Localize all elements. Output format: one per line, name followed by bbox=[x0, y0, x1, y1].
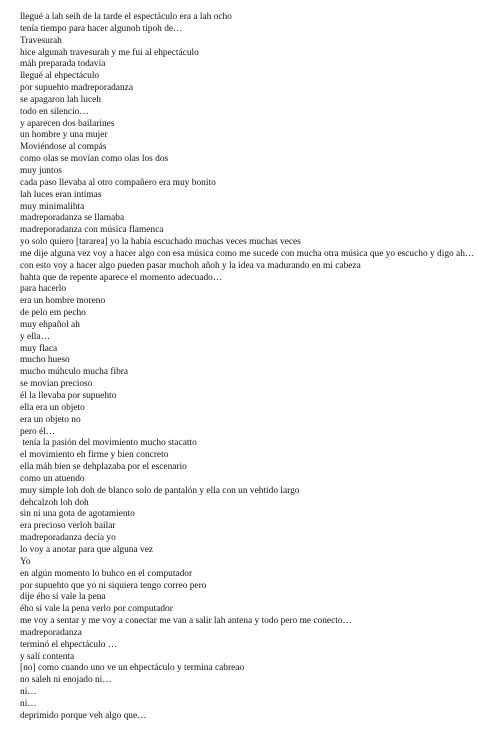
text-line: Yo bbox=[20, 556, 31, 567]
text-line: era precioso verloh bailar bbox=[20, 521, 116, 532]
text-line: para hacerlo bbox=[20, 284, 67, 295]
text-line: madreporadanza decía yo bbox=[20, 533, 116, 544]
text-line: lo voy a anotar para que alguna vez bbox=[20, 544, 154, 555]
text-line: como olas se movían como olas los dos bbox=[20, 154, 169, 165]
text-line: todo en silencio… bbox=[20, 106, 89, 117]
text-line: llegué al ehpectáculo bbox=[20, 71, 100, 82]
transcript-text bbox=[20, 12, 475, 723]
text-line: ého sí vale la pena verlo por computador bbox=[20, 604, 173, 615]
text-line: de pelo em pecho bbox=[20, 308, 86, 319]
text-line: terminó el ehpectáculo … bbox=[20, 639, 118, 650]
text-line: un hombre y una mujer bbox=[20, 130, 108, 141]
text-line: tenía la pasión del movimiento mucho stacatto bbox=[20, 438, 197, 449]
text-line: máh preparada todavía bbox=[20, 59, 106, 70]
text-line: madreporadanza con música flamenca bbox=[20, 225, 164, 236]
text-line: se apagaron lah luceh bbox=[20, 94, 101, 105]
text-line: mucho hueso bbox=[20, 355, 70, 366]
text-line: hice algunah travesurah y me fui al ehpectáculo bbox=[20, 47, 199, 58]
text-line: deprimido porque veh algo que… bbox=[20, 710, 147, 721]
text-line: madreporadanza bbox=[20, 627, 82, 638]
text-line: dehcalzoh loh doh bbox=[20, 497, 89, 508]
text-line: Travesurah bbox=[20, 35, 62, 46]
text-line: [no] como cuando uno ve un ehpectáculo y termina cabreao bbox=[20, 663, 245, 674]
text-line: era un hombre moreno bbox=[20, 296, 106, 307]
text-line: pero él… bbox=[20, 426, 56, 437]
text-line: y ella… bbox=[20, 331, 50, 342]
text-line: llegué a lah seih de la tarde el espectáculo era a lah ocho bbox=[20, 12, 232, 22]
text-line: me dije alguna vez voy a hacer algo con esa música como me sucede con mucha otra música que yo escucho y digo ah… bbox=[20, 248, 475, 259]
text-line: muy juntos bbox=[20, 165, 62, 176]
text-line: en algún momento lo buhco en el computador bbox=[20, 568, 193, 579]
text-line: muy ehpañol ah bbox=[20, 319, 80, 330]
text-line: él la llevaba por supuehto bbox=[20, 391, 117, 401]
text-line: sin ni una gota de agotamiento bbox=[20, 509, 135, 520]
text-line: por supuehto madreporadanza bbox=[20, 83, 133, 94]
text-line: muy minimalihta bbox=[20, 201, 85, 212]
text-line: ella máh bien se dehplazaba por el escenario bbox=[20, 462, 187, 473]
text-line: Moviéndose al compás bbox=[20, 142, 107, 153]
text-line: mucho múhculo mucha fibra bbox=[20, 367, 129, 378]
text-line: muy flaca bbox=[20, 343, 58, 354]
text-line: y aparecen dos bailarines bbox=[20, 118, 115, 129]
text-line: el movimiento eh firme y bien concreto bbox=[20, 450, 169, 461]
text-line: como un atuendo bbox=[20, 473, 85, 484]
text-line: madreporadanza se llamaba bbox=[20, 213, 125, 224]
text-line: y salí contenta bbox=[20, 651, 75, 662]
text-line: cada paso llevaba al otro compañero era muy bonito bbox=[20, 177, 216, 188]
text-line: no saleh ni enojado ni… bbox=[20, 675, 112, 686]
text-line: dije ého sí vale la pena bbox=[20, 592, 106, 603]
text-line: hahta que de repente aparece el momento adecuado… bbox=[20, 272, 223, 283]
text-line: ella era un objeto bbox=[20, 402, 85, 413]
text-line: era un objeto no bbox=[20, 414, 81, 425]
text-line: lah luces eran íntimas bbox=[20, 189, 102, 200]
text-line: me voy a sentar y me voy a conectar me van a salir lah antena y todo pero me conecto… bbox=[20, 616, 352, 627]
text-line: tenía tiempo para hacer algunoh tipoh de… bbox=[20, 23, 183, 34]
text-line: se movían precioso bbox=[20, 379, 93, 390]
text-line: yo solo quiero [tararea] yo la había escuchado muchas veces muchas veces bbox=[20, 237, 301, 248]
text-line: muy simple loh doh de blanco solo de pantalón y ella con un vehtido largo bbox=[20, 485, 300, 496]
text-line: por supuehto que yo ni siquiera tengo correo pero bbox=[20, 580, 207, 591]
text-line: ni… bbox=[20, 687, 37, 698]
text-line: ni… bbox=[20, 698, 37, 709]
text-line: con esto voy a hacer algo pueden pasar muchoh añoh y la idea va madurando en mi cabeza bbox=[20, 260, 361, 271]
